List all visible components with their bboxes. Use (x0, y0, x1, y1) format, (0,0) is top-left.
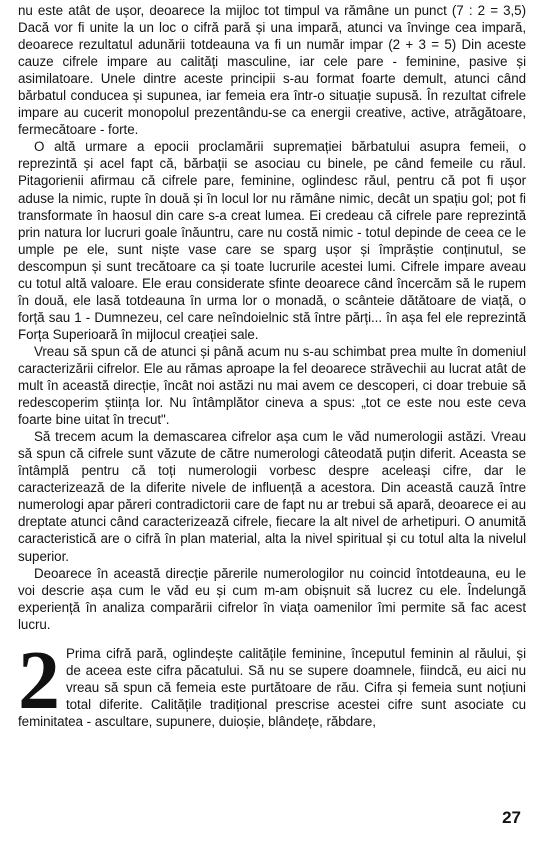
paragraph-3: Vreau să spun că de atunci și până acum nu s-au schimbat prea multe în domeniul caracterizării cifrelor. Ele au rămas aproape la fel deoarece străvechii au lucrat atât de mult în această direcție, încât noi astăzi nu mai avem ce descoperi, ci doar trebuie să redescoperim știința lor. Nu întâmplător cineva a spus: „tot ce este nou este ceva foarte bine uitat în trecut". (18, 343, 526, 428)
section-start (18, 645, 526, 730)
drop-cap-numeral: 2 (18, 644, 60, 727)
paragraph-5: Deoarece în această direcție părerile numerologilor nu coincid întotdeauna, eu le voi descrie așa cum le văd eu și cum m-am obișnuit să lucrez cu ele. Îndelungă experiență în analiza comparării cifrelor în viața oamenilor îmi permite să fac acest lucru. (18, 565, 526, 632)
paragraph-6: Prima cifră pară, oglindește calitățile feminine, începutul feminin al răului, și de aceea este cifra păcatului. Să nu se supere doamnele, fiindcă, eu aici nu vreau să spun că femeia este purtătoare de rău. Cifra și femeia sunt noțiuni total diferite. Calitățile tradițional prescrise acestei cifre sunt asociate cu feminitatea - ascultare, supunere, duioșie, blândețe, răbdare, (18, 645, 526, 729)
paragraph-1: nu este atât de ușor, deoarece la mijloc tot timpul va rămâne un punct (7 : 2 = 3,5) Dacă vor fi unite la un loc o cifră pară și una impară, atunci va învinge cea impară, deoarece rezultatul adunării totdeauna va fi un număr impar (2 + 3 = 5) Din aceste cauze cifrele impare au calități masculine, iar cele pare - feminine, pasive și asimilatoare. Unele dintre aceste principii s-au format foarte demult, atunci când bărbatul conducea și supunea, iar femeia era într-o situație supusă. În rezultat cifrele impare au cucerit monopolul prezentându-se ca energii creative, active, atrăgătoare, fermecătoare - forte. (18, 3, 526, 138)
paragraph-4: Să trecem acum la demascarea cifrelor așa cum le văd numerologii astăzi. Vreau să spun că cifrele sunt văzute de către numerologi câteodată puțin diferit. Aceasta se întâmplă pentru că toți numerologii vorbesc despre aceleași cifre, dar le caracterizează de la diferite nivele de influență a acestora. Din această cauză între numerologi apar păreri contradictorii care de fapt nu ar trebui să apară, deoarece ei au dreptate atunci când caracterizează cifrele, fiecare la alt nivel de arhetipuri. O anumită caracteristică are o cifră în plan material, alta la nivel spiritual și cu totul alta la nivelul superior. (18, 429, 526, 564)
page-number: 27 (502, 808, 521, 827)
paragraph-2: O altă urmare a epocii proclamării supremației bărbatului asupra femeii, o reprezintă și acel fapt că, bărbații se asociau cu binele, pe când femeile cu răul. Pitagorienii afirmau că cifrele pare, feminine, oglindesc răul, pentru că pot fi ușor aduse la nimic, rupte în două și în locul lor nu rămâne nimic, decât un spațiu gol; pot fi transformate în haosul din care s-a creat lumea. Ei credeau că cifrele pare reprezintă prin natura lor lucruri goale înăuntru, care nu costă nimic - totul depinde de ceea ce le umple pe ele, sunt niște vase care se sparg ușor și împrăștie conținutul, se descompun și sunt trecătoare ca și toate lucrurile acestei lumi. Cifrele impare aveau cu totul altă valoare. Ele erau considerate sfinte deoarece când încercăm să le rupem în două, ele lasă totdeauna în urma lor o monadă, o scânteie dătătoare de viață, o forță sau 1 - Dumnezeu, cel care neîndoielnic stă între părți... în așa fel ele reprezintă Forța Superioară în mijlocul creației sale. (18, 139, 526, 342)
body-text (18, 2, 526, 730)
